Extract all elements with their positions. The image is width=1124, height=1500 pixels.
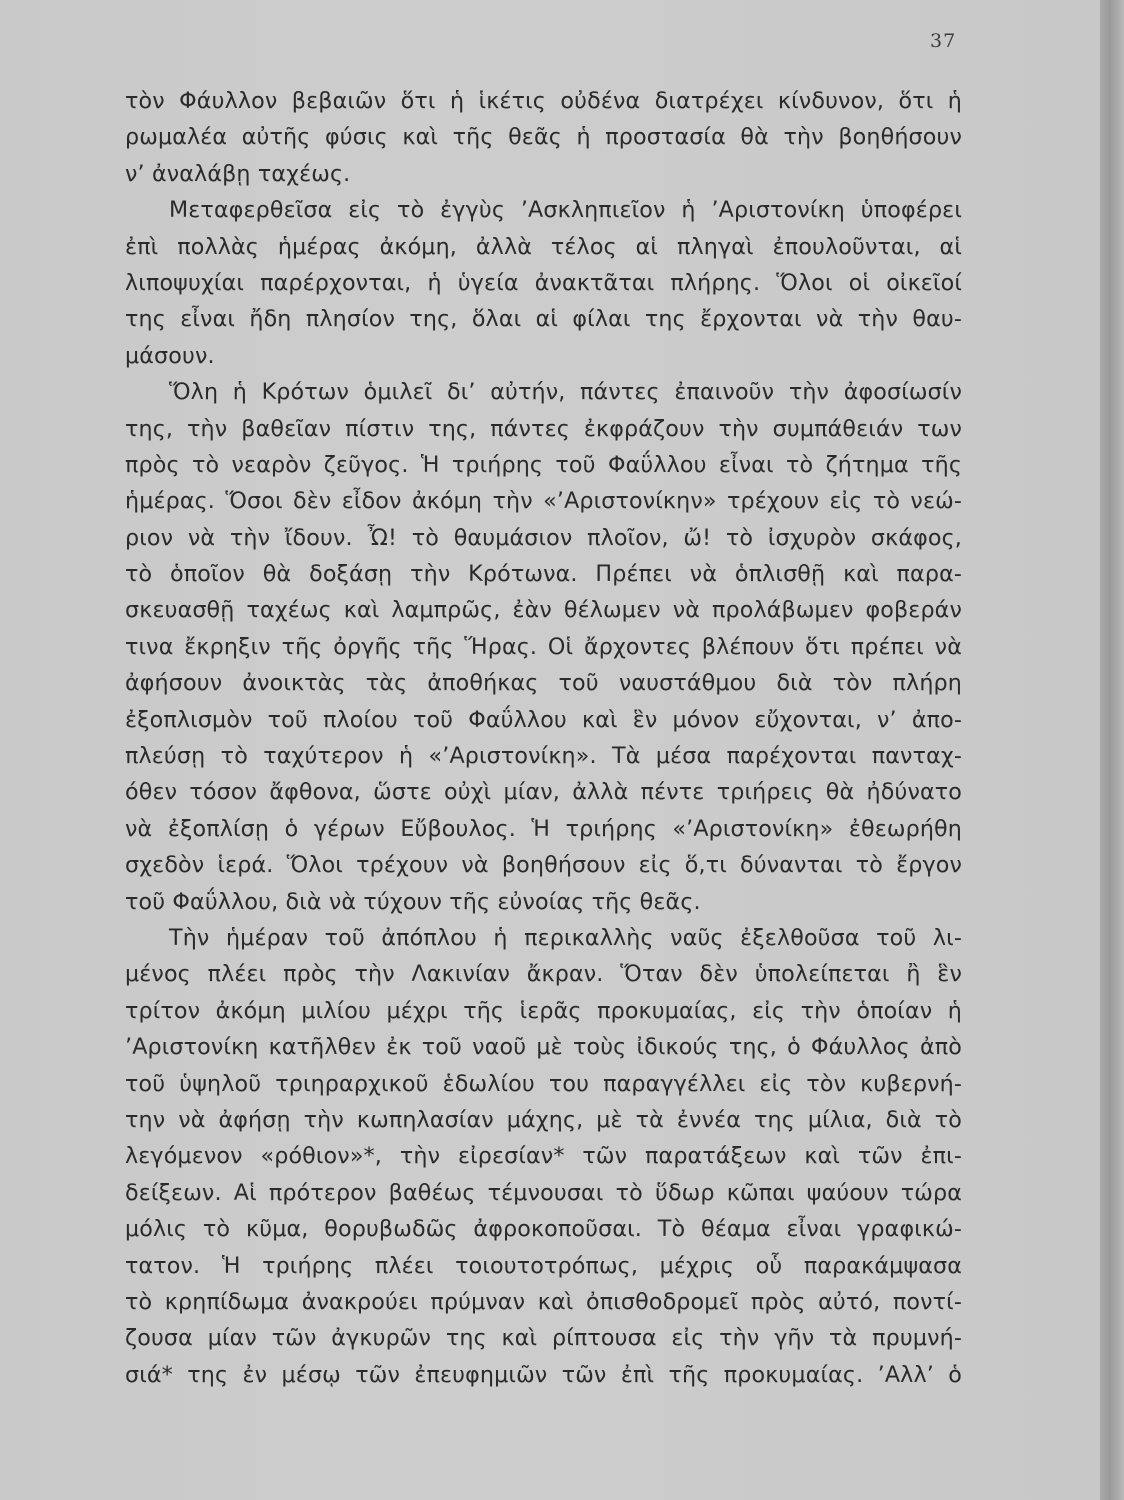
text-line: τινα ἔκρηξιν τῆς ὀργῆς τῆς Ἥρας. Οἱ ἄρχοντες βλέπουν ὅτι πρέπει νὰ <box>125 633 962 660</box>
text-line: σιά* της ἐν μέσῳ τῶν ἐπευφημιῶν τῶν ἐπὶ τῆς προκυμαίας. ’Αλλ’ ὁ <box>125 1361 962 1388</box>
text-line: ν’ ἀναλάβῃ ταχέως. <box>125 160 351 187</box>
page-number: 37 <box>930 30 957 52</box>
text-line: δείξεων. Αἱ πρότερον βαθέως τέμνουσαι τὸ ὕδωρ κῶπαι ψαύουν τώρα <box>125 1179 962 1206</box>
text-line: Μεταφερθεῖσα εἰς τὸ ἐγγὺς ’Ασκληπιεῖον ἡ ’Αριστονίκη ὑποφέρει <box>169 197 962 224</box>
text-line: σκευασθῇ ταχέως καὶ λαμπρῶς, ἐὰν θέλωμεν νὰ προλάβωμεν φοβεράν <box>125 597 962 624</box>
text-line: ζουσα μίαν τῶν ἀγκυρῶν της καὶ ρίπτουσα εἰς τὴν γῆν τὰ πρυμνή- <box>125 1325 962 1352</box>
text-line: νὰ ἐξοπλίσῃ ὁ γέρων Εὔβουλος. Ἡ τριήρης «’Αριστονίκη» ἐθεωρήθη <box>125 815 962 842</box>
text-line: τοῦ Φαΰλλου, διὰ νὰ τύχουν τῆς εὐνοίας τῆς θεᾶς. <box>125 888 701 915</box>
text-line: τοῦ ὑψηλοῦ τριηραρχικοῦ ἑδωλίου του παραγγέλλει εἰς τὸν κυβερνή- <box>125 1070 962 1097</box>
text-line: Τὴν ἡμέραν τοῦ ἀπόπλου ἡ περικαλλὴς ναῦς ἐξελθοῦσα τοῦ λι- <box>169 924 962 951</box>
text-line: όθεν τόσον ἄφθονα, ὥστε οὐχὶ μίαν, ἀλλὰ πέντε τριήρεις θὰ ἠδύνατο <box>125 779 962 806</box>
text-line: λιποψυχίαι παρέρχονται, ἡ ὑγεία ἀνακτᾶται πλήρης. Ὅλοι οἱ οἰκεῖοί <box>125 269 962 296</box>
text-line: ἡμέρας. Ὅσοι δὲν εἶδον ἀκόμη τὴν «’Αριστονίκην» τρέχουν εἰς τὸ νεώ- <box>125 488 962 515</box>
text-line: πρὸς τὸ νεαρὸν ζεῦγος. Ἡ τριήρης τοῦ Φαΰλλου εἶναι τὸ ζήτημα τῆς <box>125 451 962 478</box>
text-line: ριον νὰ τὴν ἴδουν. Ὦ! τὸ θαυμάσιον πλοῖον, ὤ! τὸ ἰσχυρὸν σκάφος, <box>125 524 962 551</box>
text-line: της, τὴν βαθεῖαν πίστιν της, πάντες ἐκφράζουν τὴν συμπάθειάν των <box>125 415 962 442</box>
text-line: τατον. Ἡ τριήρης πλέει τοιουτοτρόπως, μέχρις οὗ παρακάμψασα <box>125 1252 962 1279</box>
text-line: τρίτον ἀκόμη μιλίου μέχρι τῆς ἱερᾶς προκυμαίας, εἰς τὴν ὁποίαν ἡ <box>125 997 962 1024</box>
text-line: πλεύσῃ τὸ ταχύτερον ἡ «’Αριστονίκη». Τὰ μέσα παρέχονται πανταχ- <box>125 743 962 770</box>
text-line: ἐξοπλισμὸν τοῦ πλοίου τοῦ Φαΰλλου καὶ ἓν μόνον εὔχονται, ν’ ἀπο- <box>125 706 962 733</box>
page-edge <box>1100 0 1124 1500</box>
text-line: Ὅλη ἡ Κρότων ὁμιλεῖ δι’ αὐτήν, πάντες ἐπαινοῦν τὴν ἀφοσίωσίν <box>169 379 962 406</box>
text-line: λεγόμενον «ρόθιον»*, τὴν εἰρεσίαν* τῶν παρατάξεων καὶ τῶν ἐπι- <box>125 1143 962 1170</box>
text-line: ἀφήσουν ἀνοικτὰς τὰς ἀποθήκας τοῦ ναυστάθμου διὰ τὸν πλήρη <box>125 670 962 697</box>
text-line: μένος πλέει πρὸς τὴν Λακινίαν ἄκραν. Ὅταν δὲν ὑπολείπεται ἢ ἓν <box>125 961 962 988</box>
text-line: ρωμαλέα αὐτῆς φύσις καὶ τῆς θεᾶς ἡ προστασία θὰ τὴν βοηθήσουν <box>125 124 962 151</box>
text-line: σχεδὸν ἱερά. Ὅλοι τρέχουν νὰ βοηθήσουν εἰς ὅ,τι δύνανται τὸ ἔργον <box>125 852 962 879</box>
text-line: μόλις τὸ κῦμα, θορυβωδῶς ἀφροκοποῦσαι. Τὸ θέαμα εἶναι γραφικώ- <box>125 1216 962 1243</box>
text-line: τὸν Φάυλλον βεβαιῶν ὅτι ἡ ἱκέτις οὐδένα διατρέχει κίνδυνον, ὅτι ἡ <box>125 88 962 114</box>
text-line: ἐπὶ πολλὰς ἡμέρας ἀκόμη, ἀλλὰ τέλος αἱ πληγαὶ ἐπουλοῦνται, αἱ <box>125 233 962 260</box>
text-line: την νὰ ἀφήσῃ τὴν κωπηλασίαν μάχης, μὲ τὰ ἐννέα της μίλια, διὰ τὸ <box>125 1106 962 1133</box>
text-line: μάσουν. <box>125 342 215 369</box>
text-line: τὸ ὁποῖον θὰ δοξάσῃ τὴν Κρότωνα. Πρέπει νὰ ὁπλισθῇ καὶ παρα- <box>125 561 962 588</box>
body-text <box>125 83 962 1393</box>
text-line: της εἶναι ἤδη πλησίον της, ὅλαι αἱ φίλαι της ἔρχονται νὰ τὴν θαυ- <box>125 306 962 333</box>
text-line: τὸ κρηπίδωμα ἀνακρούει πρύμναν καὶ ὀπισθοδρομεῖ πρὸς αὐτό, ποντί- <box>125 1288 962 1315</box>
text-line: ’Αριστονίκη κατῆλθεν ἐκ τοῦ ναοῦ μὲ τοὺς ἰδικούς της, ὁ Φάυλλος ἀπὸ <box>125 1034 962 1061</box>
